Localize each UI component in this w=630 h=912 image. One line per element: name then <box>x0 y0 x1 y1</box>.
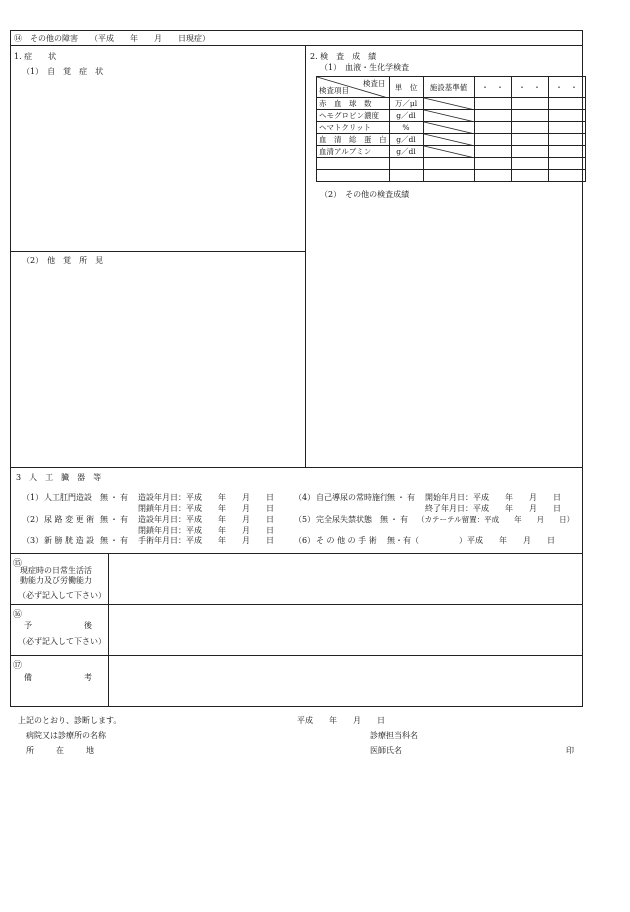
device-choice-2: 無・有 <box>100 515 130 524</box>
device-date-5a: （カテーテル留置：平成 年 月 日） <box>417 515 575 524</box>
section-15-label-2: 動能力及び労働能力 <box>20 576 92 585</box>
value-cell <box>511 146 548 158</box>
device-date-1b: 閉鎖年月日：平成 年 月 日 <box>138 504 274 513</box>
value-cell <box>511 158 548 170</box>
table-row <box>317 146 586 158</box>
date-header-3: ・ ・ <box>548 77 585 98</box>
value-cell <box>511 122 548 134</box>
device-name-1: 人工肛門造設 <box>44 493 92 502</box>
value-cell <box>474 134 511 146</box>
device-date-4b: 終了年月日：平成 年 月 日 <box>425 504 561 513</box>
frame-bottom <box>10 706 583 707</box>
address-label: 所 在 地 <box>26 746 96 755</box>
value-cell <box>511 110 548 122</box>
section-16-label: 予 後 <box>24 621 94 630</box>
value-cell <box>548 170 585 182</box>
row-item <box>317 170 390 182</box>
value-cell <box>474 110 511 122</box>
standard-slash-cell <box>423 122 474 134</box>
value-cell <box>474 98 511 110</box>
devices-top-divider <box>10 467 583 468</box>
value-cell <box>548 134 585 146</box>
value-cell <box>548 146 585 158</box>
standard-slash-cell <box>423 146 474 158</box>
device-num-3: （3） <box>22 536 44 545</box>
seal-mark: 印 <box>566 746 574 755</box>
table-corner-cell <box>317 77 390 98</box>
device-name-5: 完全尿失禁状態 <box>316 515 372 524</box>
device-date-3a: 手術年月日：平成 年 月 日 <box>138 536 274 545</box>
unit-header: 単 位 <box>389 77 423 98</box>
symptoms-heading: 1. 症 状 <box>14 52 57 61</box>
other-tests-heading: （2） その他の検査成績 <box>320 190 410 199</box>
row-item: ヘモグロビン濃度 <box>317 110 390 122</box>
row-item: 血 清 総 蛋 白 <box>317 134 390 146</box>
sections-label-divider <box>108 553 109 706</box>
device-date-4a: 開始年月日：平成 年 月 日 <box>425 493 561 502</box>
value-cell <box>423 158 474 170</box>
device-num-2: （2） <box>22 515 44 524</box>
row-item: 血清アルブミン <box>317 146 390 158</box>
value-cell <box>548 158 585 170</box>
device-date-1a: 造設年月日：平成 年 月 日 <box>138 493 274 502</box>
table-row <box>317 134 586 146</box>
date-header-1: ・ ・ <box>474 77 511 98</box>
device-num-6: （6） <box>294 536 316 545</box>
value-cell <box>474 122 511 134</box>
standard-slash-cell <box>423 98 474 110</box>
section-17-label: 備 考 <box>24 673 94 682</box>
subjective-symptoms-label: （1） 自 覚 症 状 <box>22 67 104 76</box>
device-num-5: （5） <box>294 515 316 524</box>
value-cell <box>474 146 511 158</box>
table-row <box>317 98 586 110</box>
section-15-note: （必ず記入して下さい） <box>18 591 106 600</box>
value-cell <box>474 158 511 170</box>
row-unit: g／dl <box>389 146 423 158</box>
value-cell <box>548 110 585 122</box>
value-cell <box>423 170 474 182</box>
value-cell <box>511 134 548 146</box>
hospital-name-label: 病院又は診療所の名称 <box>26 731 106 740</box>
date-header-2: ・ ・ <box>511 77 548 98</box>
row-item: ヘマトクリット <box>317 122 390 134</box>
row-unit: 万／μl <box>389 98 423 110</box>
form-title: ⑭ その他の障害 （平成 年 月 日現症） <box>14 34 210 43</box>
device-choice-4: 無・有 <box>387 493 417 502</box>
row-item: 赤 血 球 数 <box>317 98 390 110</box>
device-name-4: 自己導尿の常時施行 <box>316 493 388 502</box>
value-cell <box>511 98 548 110</box>
device-choice-6: 無・有（ ）平成 年 月 日 <box>387 536 555 545</box>
value-cell <box>474 170 511 182</box>
section-15-top <box>10 553 583 554</box>
standard-slash-cell <box>423 134 474 146</box>
section-16-note: （必ず記入して下さい） <box>18 637 106 646</box>
device-choice-1: 無・有 <box>100 493 130 502</box>
section-15-label: 現症時の日常生活活 <box>20 566 92 575</box>
section-16-num: ⑯ <box>13 610 23 620</box>
standard-header: 施設基準値 <box>423 77 474 98</box>
row-unit: g／dl <box>389 110 423 122</box>
device-choice-3: 無・有 <box>100 536 130 545</box>
devices-heading: 3 人 工 臓 器 等 <box>16 473 102 482</box>
value-cell <box>548 98 585 110</box>
blood-test-table <box>316 76 586 182</box>
table-row <box>317 122 586 134</box>
frame-top <box>10 30 583 31</box>
symptoms-divider <box>10 251 306 252</box>
section-16-top <box>10 604 583 605</box>
row-unit: g／dl <box>389 134 423 146</box>
exam-heading: 2. 検 査 成 績 <box>310 52 377 61</box>
device-num-4: （4） <box>294 493 316 502</box>
table-row <box>317 170 586 182</box>
doctor-name-label: 医師氏名 <box>370 746 402 755</box>
row-unit <box>389 170 423 182</box>
device-date-2a: 造設年月日：平成 年 月 日 <box>138 515 274 524</box>
device-date-2b: 閉鎖年月日：平成 年 月 日 <box>138 526 274 535</box>
table-row <box>317 158 586 170</box>
value-cell <box>548 122 585 134</box>
blood-test-heading: （1） 血液・生化学検査 <box>320 63 410 72</box>
corner-top-label: 検査日 <box>363 79 386 88</box>
diagnosis-statement: 上記のとおり、診断します。 <box>18 716 122 725</box>
standard-slash-cell <box>423 110 474 122</box>
section-17-num: ⑰ <box>13 661 23 671</box>
row-unit <box>389 158 423 170</box>
corner-bottom-label: 検査項目 <box>319 86 349 95</box>
objective-findings-label: （2） 他 覚 所 見 <box>22 256 104 265</box>
header-divider <box>10 45 583 46</box>
device-name-2: 尿 路 変 更 術 <box>44 515 95 524</box>
department-label: 診療担当科名 <box>370 731 418 740</box>
device-name-3: 新 膀 胱 造 設 <box>44 536 95 545</box>
device-num-1: （1） <box>22 493 44 502</box>
row-item <box>317 158 390 170</box>
device-choice-5: 無・有 <box>380 515 410 524</box>
row-unit: % <box>389 122 423 134</box>
column-divider <box>305 45 306 467</box>
table-row <box>317 110 586 122</box>
diagnosis-date: 平成 年 月 日 <box>297 716 385 725</box>
device-name-6: そ の 他 の 手 術 <box>316 536 377 545</box>
value-cell <box>511 170 548 182</box>
section-17-top <box>10 655 583 656</box>
section-15-num: ⑮ <box>13 559 23 569</box>
